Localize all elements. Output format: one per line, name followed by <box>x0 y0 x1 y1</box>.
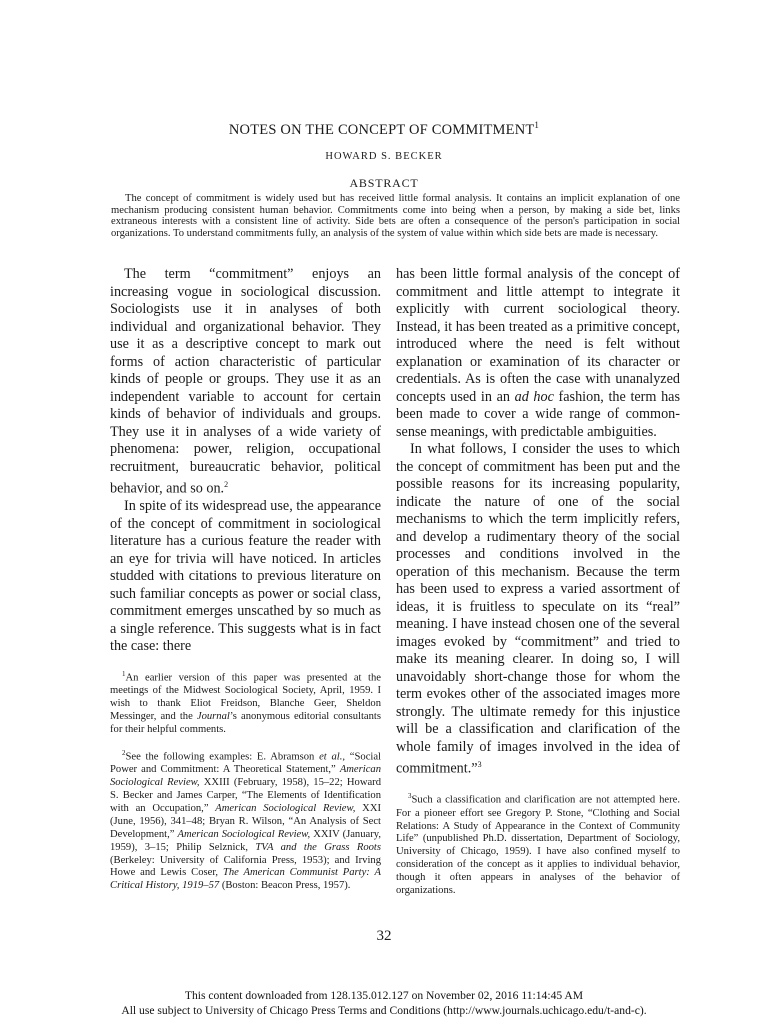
body-paragraph-text: In what follows, I consider the uses to which the concept of commitment has been put and the possible reasons for its increasing popularity, indicate the nature of one of the social mechanisms to which the term implicitly refers, and develop a rudimentary theory of the social processes and conditions involved in the operation of this mechanism. Because the term has been used to express a varied assortment of ideas, it is fruitless to speculate on its “real” meaning. I have instead chosen one of the several images evoked by “commitment” and tried to make its meaning clearer. In doing so, I will unavoidably short-change those for whom the term evokes other of the associated images more strongly. The ultimate remedy for this injustice will be a classification and clarification of the whole family of images involved in the idea of commitment.” <box>396 441 680 777</box>
body-paragraph-text: The term “commitment” enjoys an increasing vogue in sociological discussion. Sociologists use it in analyses of both individual and organizational behavior. They use it as a descriptive concept to mark out forms of action characteristic of particular kinds of people or groups. They use it as an independent variable to account for certain kinds of behavior of individuals and groups. They use it in analyses of a wide variety of phenomena: power, religion, occupational recruitment, bureaucratic behavior, political behavior, and so on. <box>110 266 381 497</box>
footer-line-download: This content downloaded from 128.135.012.127 on November 02, 2016 11:14:45 AM <box>184 989 584 1002</box>
title-footnote-mark: 1 <box>534 120 540 130</box>
citation-italic: et al., <box>319 751 346 763</box>
journal-name: American Sociological Review, <box>177 828 311 840</box>
footnote-mark: 2 <box>122 748 126 757</box>
journal-name: American Sociological Review, <box>215 802 356 814</box>
body-paragraph <box>396 266 680 441</box>
footer-line-terms: All use subject to University of Chicago Press Terms and Conditions (http://www.journals.uchicago.edu/t-and-c). <box>121 1003 647 1017</box>
article-title <box>0 120 768 139</box>
footnote-text: See the following examples: E. Abramson <box>125 751 320 763</box>
footnote-text: XXI (June, 1956), 341–48; Bryan R. Wilson, “An Analysis of Sect Development,” <box>110 802 381 840</box>
right-column <box>396 266 680 898</box>
footnote-3 <box>396 790 680 898</box>
footnote-text: XXIII (February, 1958), 15–22; Howard S. Becker and James Carper, “The Elements of Identification with an Occupation,” <box>110 777 381 814</box>
footnote-mark: 3 <box>408 792 412 801</box>
footnote-text: Such a classification and clarification are not attempted here. For a pioneer effort see Gregory P. Stone, “Clothing and Social Relations: A Study of Appearance in the Context of Community Life” (unpublished Ph.D. dissertation, Department of Sociology, University of Chicago, 1959). I have also confined myself to consideration of the concept as it applies to individual behavior, though it often appears in analyses of the behavior of organizations. <box>396 794 680 897</box>
footnote-text: An earlier version of this paper was presented at the meetings of the Midwest Sociological Society, April, 1959. I wish to thank Eliot Freidson, Blanche Geer, Sheldon Messinger, and the <box>110 672 381 722</box>
footnote-text: ’s anonymous editorial consultants for their helpful comments. <box>110 710 381 735</box>
footnote-ref-3: 3 <box>477 760 482 769</box>
body-paragraph <box>110 266 381 498</box>
footnote-text: (Boston: Beacon Press, 1957). <box>219 880 351 892</box>
left-column <box>110 266 381 893</box>
footnote-ref-2: 2 <box>224 480 229 489</box>
body-paragraph-text: has been little formal analysis of the concept of commitment and little attempt to integrate it explicitly with current sociological theory. Instead, it has been treated as a primitive concept, introduced where the need is felt without explanation or examination of its character or credentials. As is often the case with unanalyzed concepts used in an <box>396 266 680 405</box>
journal-name: Journal <box>196 710 230 722</box>
footnote-2 <box>110 747 381 894</box>
article-author: HOWARD S. BECKER <box>325 151 443 162</box>
footnote-text: XXIV (January, 1959), 3–15; Philip Selznick, <box>110 828 382 853</box>
body-paragraph: In spite of its widespread use, the appearance of the concept of commitment in sociological literature has a curious feature the reader with an eye for trivia will have noticed. In articles studded with citations to previous literature on such familiar concepts as power or social class, commitment emerges unscathed by so much as a single reference. This suggests what is in fact the case: there <box>110 498 381 655</box>
book-title: TVA and the Grass Roots <box>255 841 382 853</box>
latin-term: ad hoc <box>514 388 554 405</box>
footnote-text: “Social Power and Commitment: A Theoretical Statement,” <box>110 751 381 776</box>
journal-name: American Sociological Review, <box>110 764 381 789</box>
footnote-mark: 1 <box>122 669 126 678</box>
abstract-heading: ABSTRACT <box>349 176 419 190</box>
footnote-1 <box>110 668 381 737</box>
abstract-text: The concept of commitment is widely used but has received little formal analysis. It contains an implicit explanation of one mechanism producing consistent human behavior. Commitments come into being when a person, by making a side bet, links extraneous interests with a consistent line of activity. Side bets are often a consequence of the person's participation in social organizations. To understand commitments fully, an analysis of the system of value within which side bets are made is necessary. <box>111 193 680 240</box>
footnote-text: (Berkeley: University of California Press, 1953); and Irving Howe and Lewis Coser, <box>110 854 381 879</box>
article-title-text: NOTES ON THE CONCEPT OF COMMITMENT <box>228 121 535 138</box>
body-paragraph-text: fashion, the term has been made to cover a wide range of common-sense meanings, with predictable ambiguities. <box>396 388 680 440</box>
body-paragraph <box>396 441 680 778</box>
page-number: 32 <box>376 928 392 944</box>
book-title: The American Communist Party: A Critical History, 1919–57 <box>110 867 381 892</box>
download-footer <box>0 989 768 1018</box>
